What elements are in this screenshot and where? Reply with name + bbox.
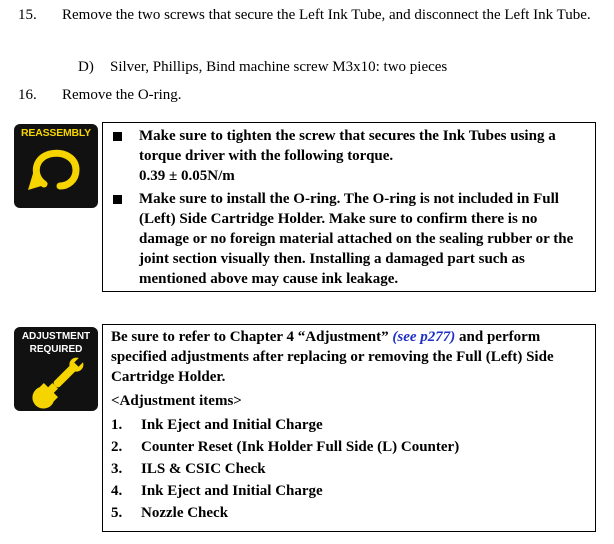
- step-text: Remove the two screws that secure the Left Ink Tube, and disconnect the Left Ink Tube.: [62, 7, 591, 23]
- item-text: Counter Reset (Ink Holder Full Side (L) Counter): [141, 439, 460, 455]
- item-number: 1.: [111, 417, 123, 433]
- intro-text: Be sure to refer to Chapter 4 “Adjustment”: [111, 329, 393, 345]
- item-number: 5.: [111, 505, 123, 521]
- step-number: 16.: [18, 87, 37, 103]
- item-text: Ink Eject and Initial Charge: [141, 417, 323, 433]
- bullet-text: Make sure to tighten the screw that secures the Ink Tubes using a torque driver with the following torque.: [139, 128, 556, 164]
- item-number: 4.: [111, 483, 123, 499]
- adjustment-intro: [111, 327, 585, 387]
- reassembly-badge: [14, 124, 98, 208]
- substep-label: D): [78, 59, 94, 75]
- step-number: 15.: [18, 7, 37, 23]
- bullet-square-icon: [113, 195, 122, 204]
- adjustment-notes: [102, 324, 596, 532]
- adjustment-item: [111, 415, 323, 435]
- badge-line-2: REQUIRED: [29, 344, 83, 355]
- step-text: Remove the O-ring.: [62, 87, 182, 103]
- see-page-link[interactable]: (see p277): [392, 329, 456, 345]
- adjustment-item: [111, 481, 323, 501]
- reassembly-badge-label: REASSEMBLY: [21, 127, 91, 139]
- adjustment-required-badge: [14, 327, 98, 411]
- intro-text: and perform specified adjustments after replacing or removing the Full (Left) Side Cartridge Holder.: [111, 329, 554, 385]
- torque-value: 0.39 ± 0.05N/m: [139, 168, 235, 184]
- badge-line-1: ADJUSTMENT: [21, 331, 91, 342]
- wrench-icon: [14, 327, 98, 411]
- adjustment-item: [111, 437, 459, 457]
- item-text: Nozzle Check: [141, 505, 229, 521]
- adjustment-items-header: <Adjustment items>: [111, 393, 242, 409]
- item-number: 2.: [111, 439, 123, 455]
- bullet-text: Make sure to install the O-ring. The O-ring is not included in Full (Left) Side Cartridge Holder. Make sure to confirm there is no damage or no foreign material attached on the sealing rubber or the joint section visually then. Installing a damaged part such as mentioned above may cause ink leakage.: [139, 191, 574, 287]
- item-text: ILS & CSIC Check: [141, 461, 266, 477]
- item-text: Ink Eject and Initial Charge: [141, 483, 323, 499]
- item-number: 3.: [111, 461, 123, 477]
- back-arrow-icon: [14, 124, 98, 208]
- adjustment-item: [111, 459, 266, 479]
- reassembly-notes: [102, 122, 596, 292]
- adjustment-item: [111, 503, 228, 523]
- substep-d: [78, 56, 447, 78]
- substep-text: Silver, Phillips, Bind machine screw M3x10: two pieces: [110, 59, 448, 75]
- bullet-square-icon: [113, 132, 122, 141]
